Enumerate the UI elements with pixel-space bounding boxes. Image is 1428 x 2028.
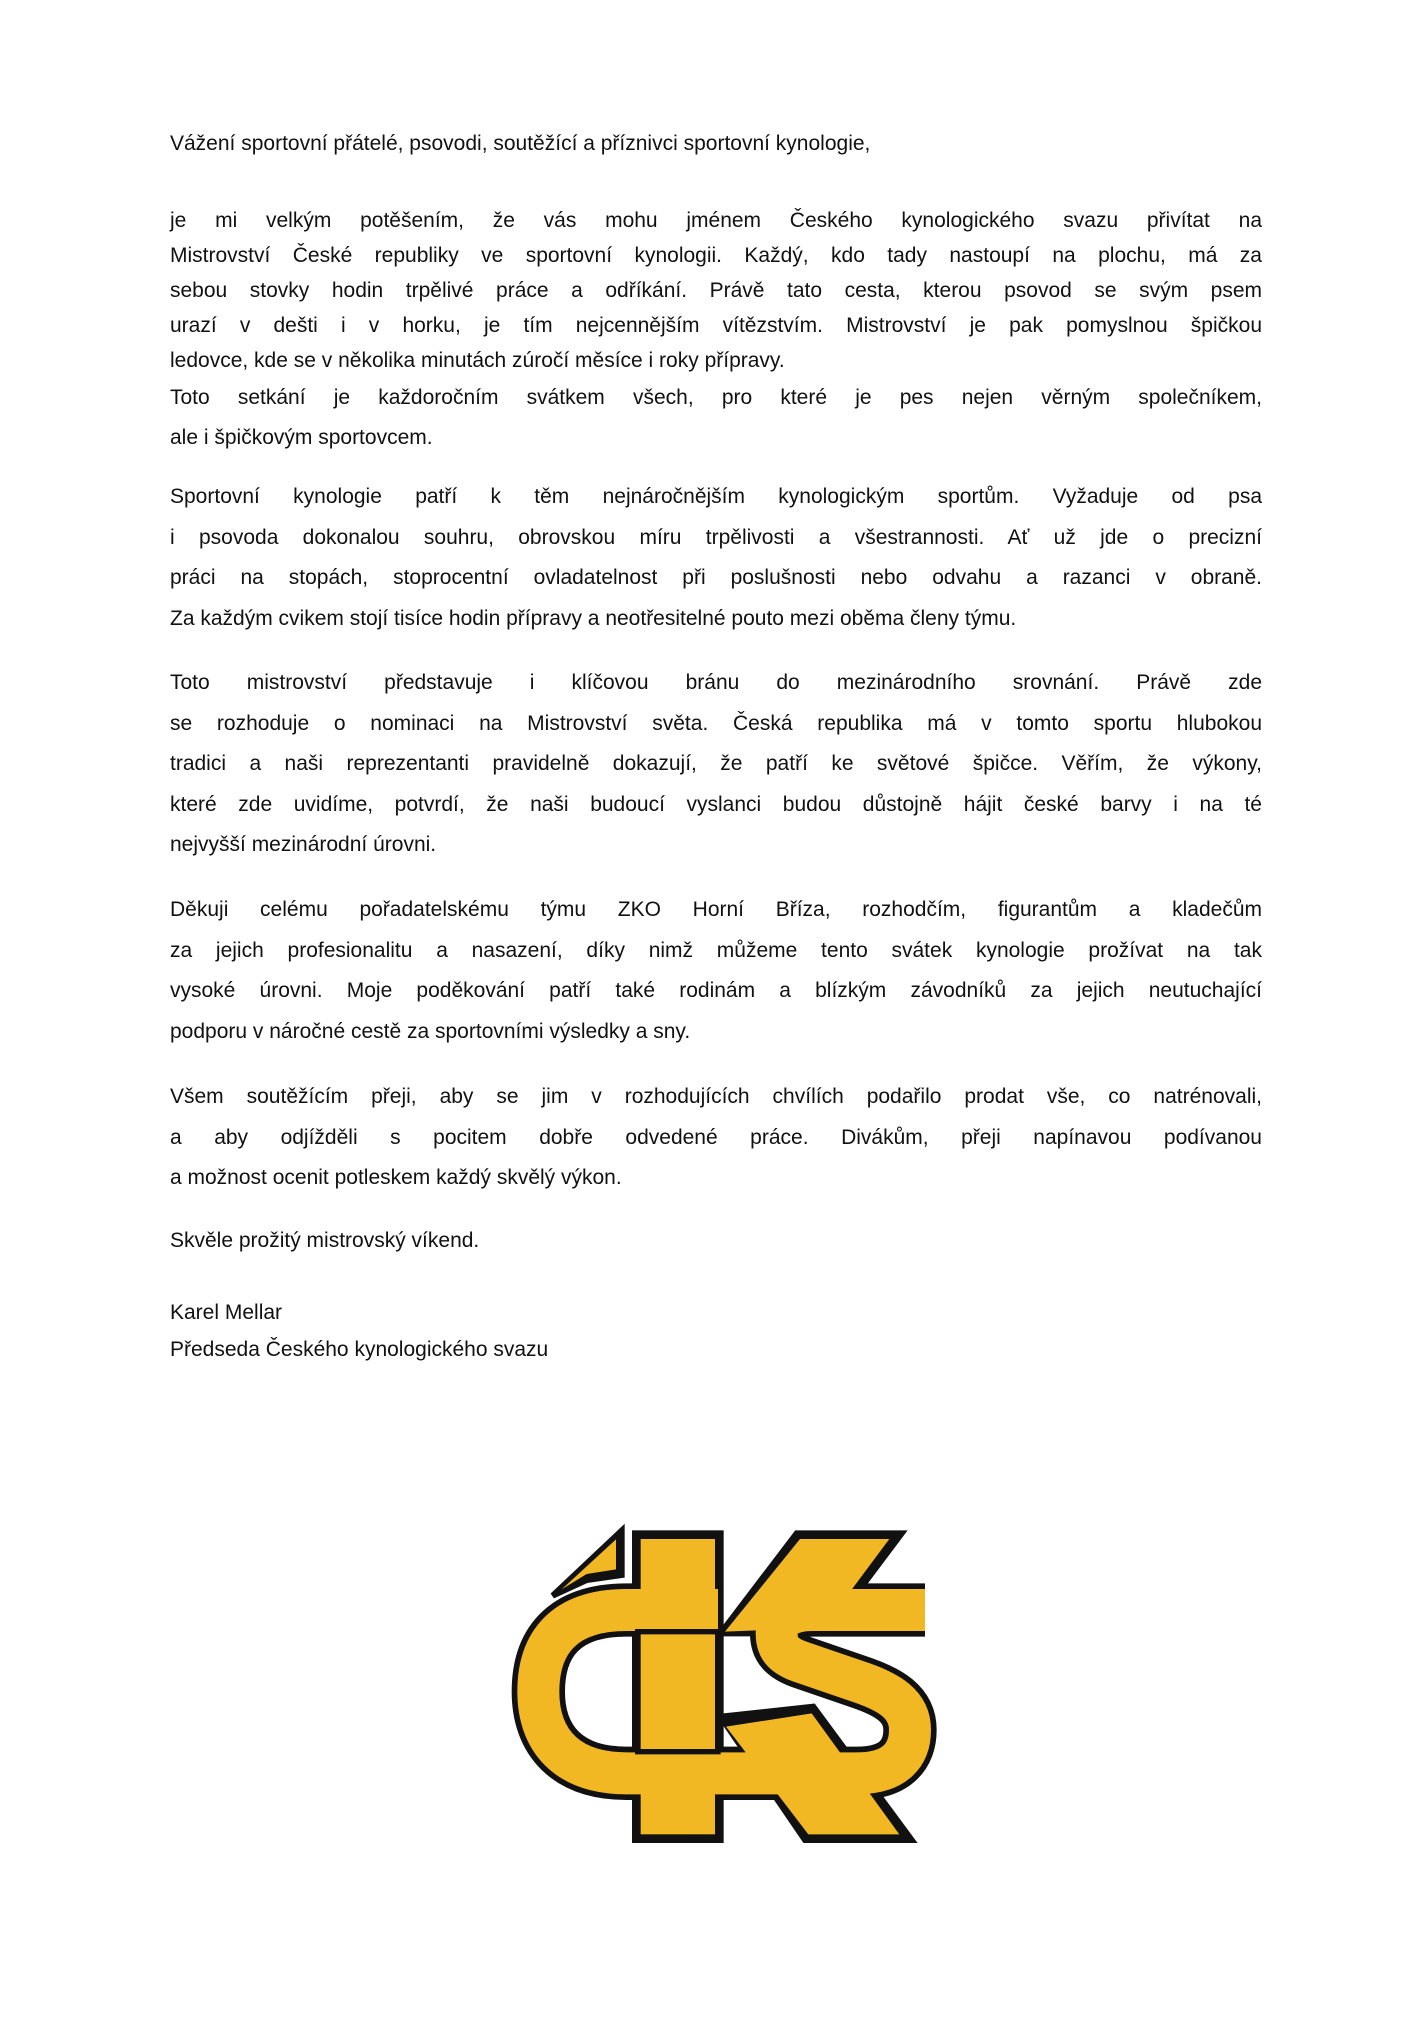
text-line: nejvyšší mezinárodní úrovni. (170, 833, 437, 857)
closing-text: Skvěle prožitý mistrovský víkend. (170, 1229, 480, 1252)
text-line: ledovce, kde se v několika minutách zúročí měsíce i roky přípravy. (170, 349, 785, 372)
text-line: Za každým cvikem stojí tisíce hodin přípravy a neotřesitelné pouto mezi oběma členy týmu. (170, 606, 1017, 630)
closing (170, 1229, 1262, 1250)
text-line: sebou stovky hodin trpělivé práce a odříkání. Právě tato cesta, kterou psovod se svým psem (170, 279, 1262, 302)
signature-title: Předseda Českého kynologického svazu (170, 1338, 549, 1361)
text-line: a možnost ocenit potleskem každý skvělý výkon. (170, 1166, 622, 1190)
text-line: podporu v náročné cestě za sportovními výsledky a sny. (170, 1019, 691, 1043)
greeting (170, 132, 1262, 153)
text-line: které zde uvidíme, potvrdí, že naši budoucí vyslanci budou důstojně hájit české barvy i na té (170, 792, 1262, 816)
paragraph-2 (170, 378, 1262, 458)
text-line: i psovoda dokonalou souhru, obrovskou míru trpělivosti a všestrannosti. Ať už jde o precizní (170, 525, 1262, 549)
greeting-text: Vážení sportovní přátelé, psovodi, soutěžící a příznivci sportovní kynologie, (170, 132, 871, 155)
text-line: urazí v dešti i v horku, je tím nejcennějším vítězstvím. Mistrovství je pak pomyslnou špičkou (170, 314, 1262, 337)
text-line: je mi velkým potěšením, že vás mohu jménem Českého kynologického svazu přivítat na (170, 209, 1262, 232)
text-line: se rozhoduje o nominaci na Mistrovství světa. Česká republika má v tomto sportu hlubokou (170, 711, 1262, 735)
text-line: Sportovní kynologie patří k těm nejnáročnějším kynologickým sportům. Vyžaduje od psa (170, 485, 1262, 508)
cks-logo (480, 1500, 960, 1880)
paragraph-4 (170, 663, 1262, 866)
signature (170, 1294, 1262, 1368)
paragraph-6 (170, 1077, 1262, 1199)
text-line: Všem soutěžícím přeji, aby se jim v rozhodujících chvílích podařilo prodat vše, co natrénovali, (170, 1085, 1262, 1108)
paragraph-1 (170, 203, 1262, 378)
text-line: a aby odjížděli s pocitem dobře odvedené práce. Divákům, přeji napínavou podívanou (170, 1125, 1262, 1149)
text-line: Toto setkání je každoročním svátkem všech, pro které je pes nejen věrným společníkem, (170, 386, 1262, 409)
text-line: za jejich profesionalitu a nasazení, díky nimž můžeme tento svátek kynologie prožívat na tak (170, 938, 1262, 962)
paragraph-3 (170, 477, 1262, 639)
text-line: tradici a naši reprezentanti pravidelně dokazují, že patří ke světové špičce. Věřím, že výkony, (170, 752, 1262, 776)
text-line: vysoké úrovni. Moje poděkování patří také rodinám a blízkým závodníků za jejich neutuchající (170, 979, 1262, 1003)
text-line: ale i špičkovým sportovcem. (170, 426, 433, 449)
paragraph-5 (170, 890, 1262, 1052)
text-line: práci na stopách, stoprocentní ovladatelnost při poslušnosti nebo odvahu a razanci v obraně. (170, 566, 1262, 590)
text-line: Toto mistrovství představuje i klíčovou bránu do mezinárodního srovnání. Právě zde (170, 671, 1262, 694)
text-line: Děkuji celému pořadatelskému týmu ZKO Horní Bříza, rozhodčím, figurantům a kladečům (170, 898, 1262, 921)
signature-name: Karel Mellar (170, 1301, 283, 1324)
text-line: Mistrovství České republiky ve sportovní kynologii. Každý, kdo tady nastoupí na plochu, má za (170, 244, 1262, 267)
